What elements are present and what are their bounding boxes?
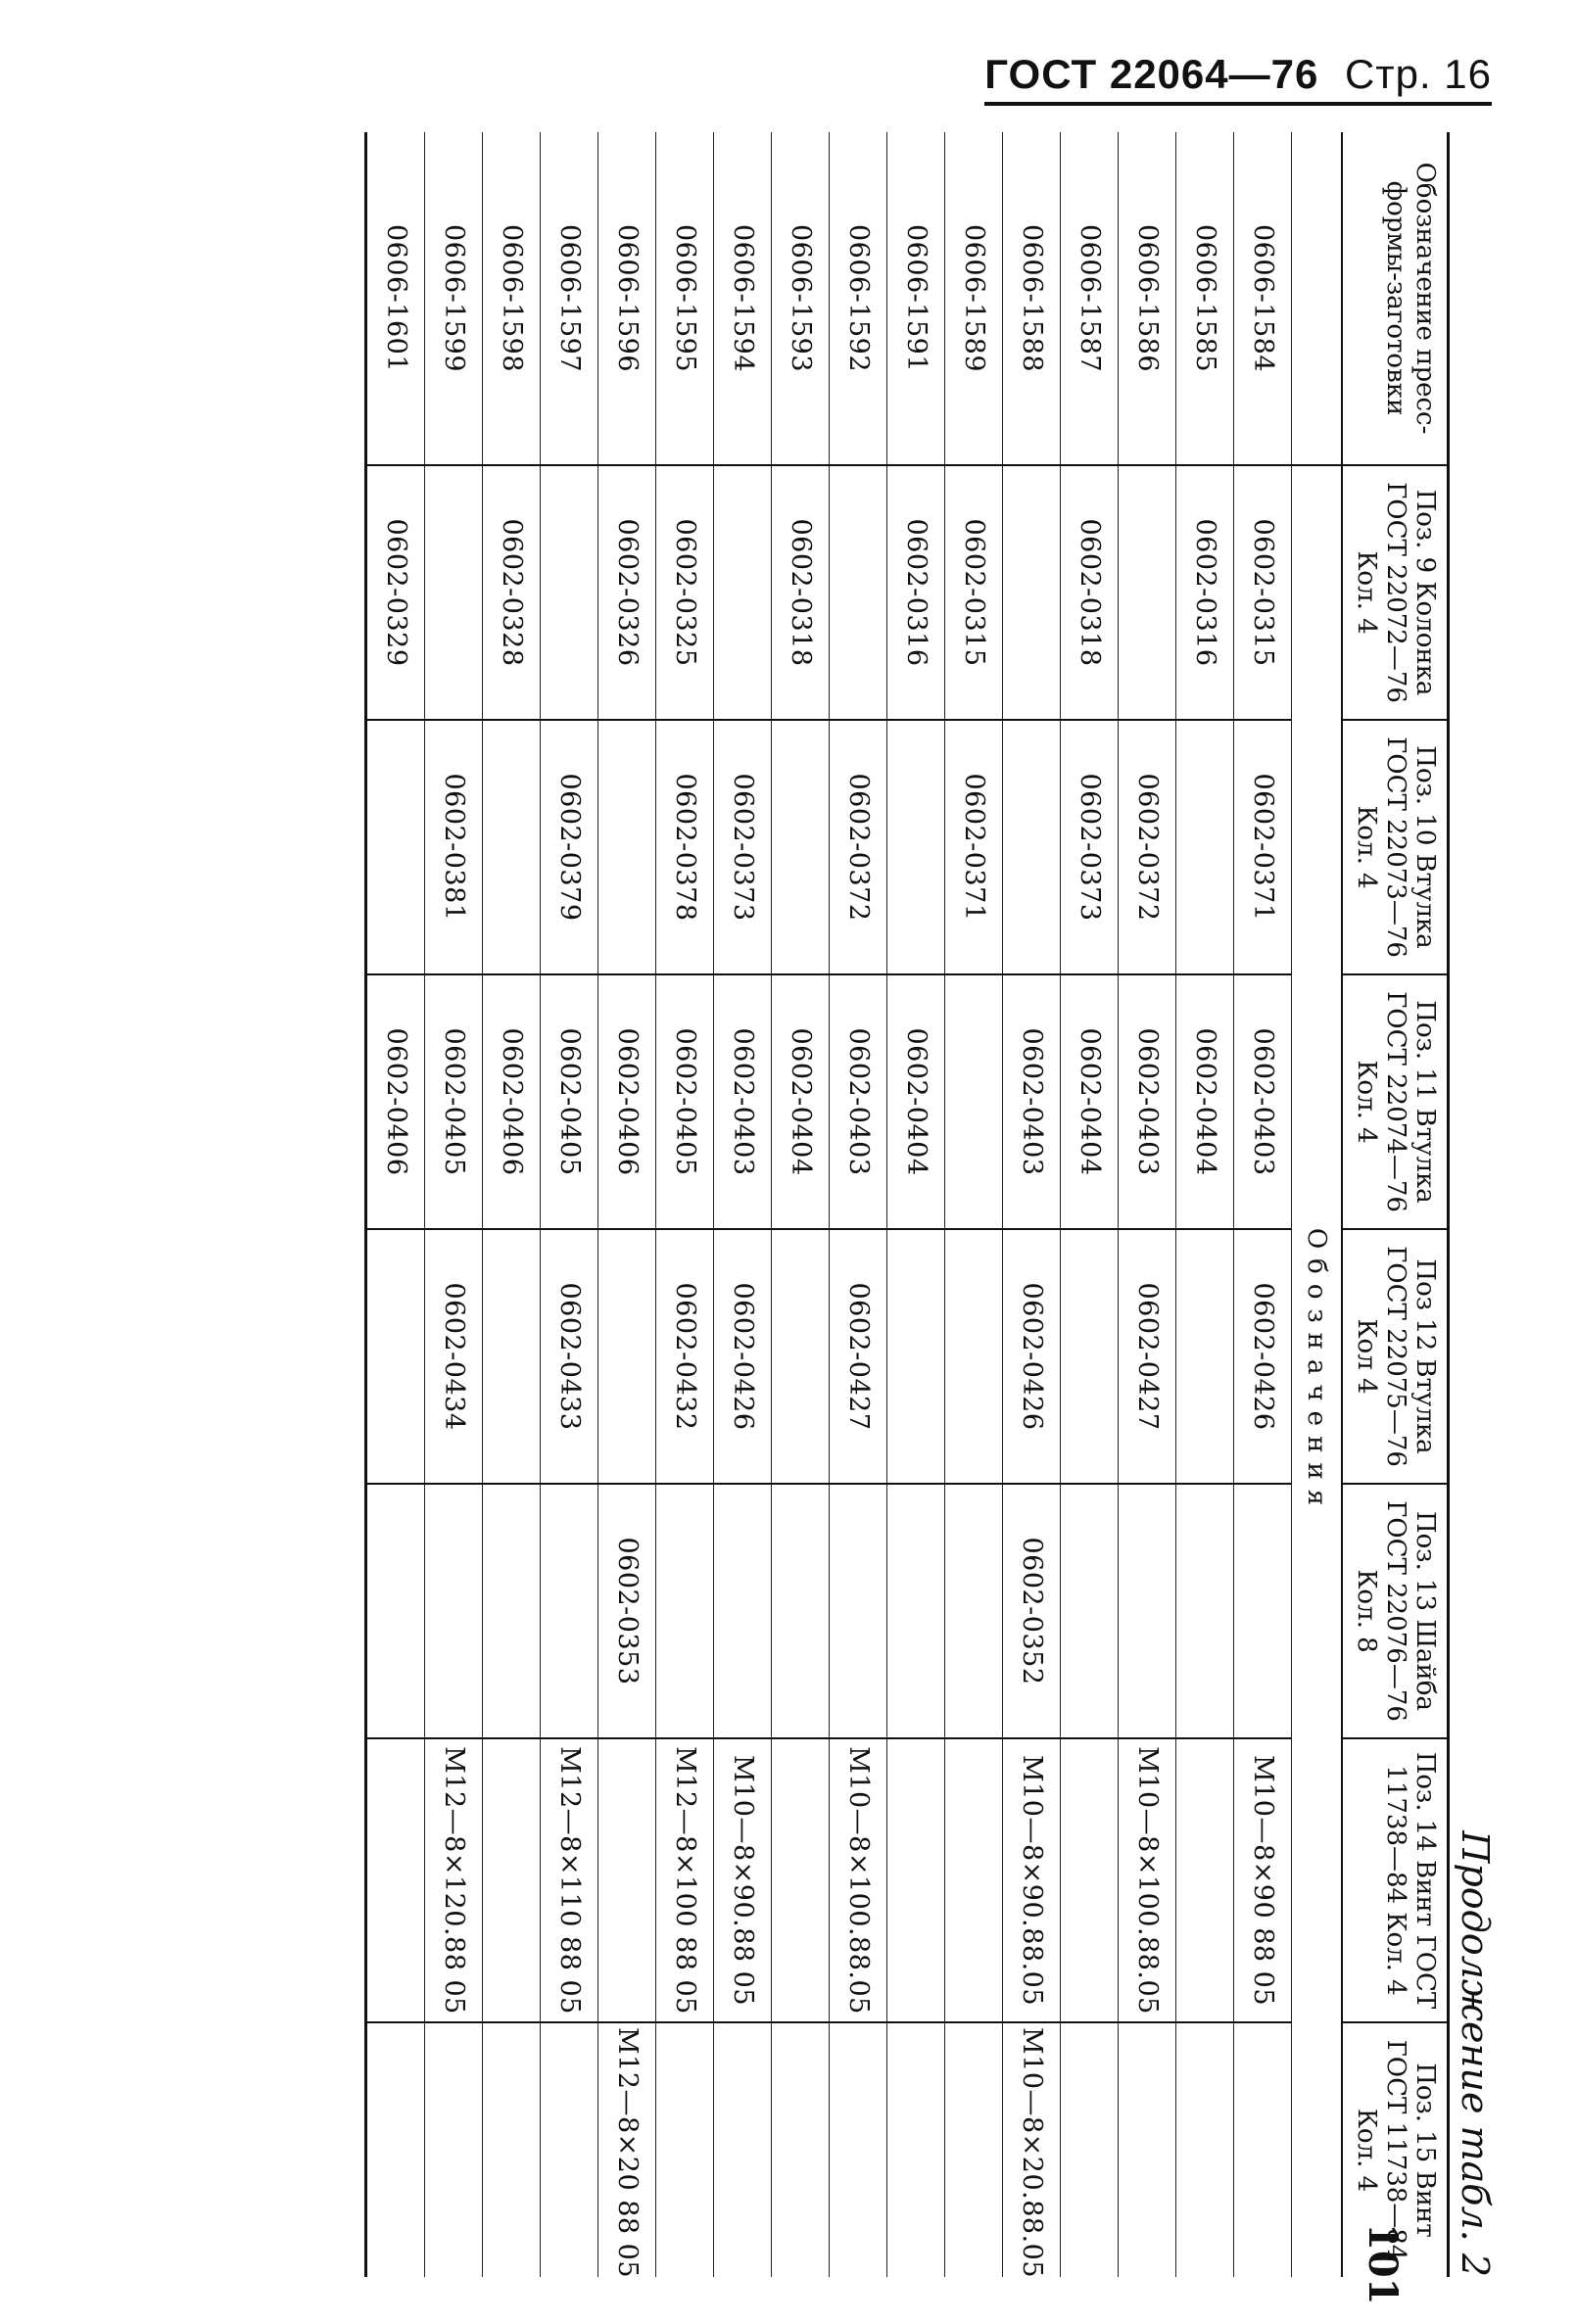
table-cell: 0602-0404	[1176, 974, 1234, 1229]
table-cell: 0602-0403	[1234, 974, 1292, 1229]
column-header: Поз. 13 Шайба ГОСТ 22076—76 Кол. 8	[1342, 1484, 1448, 1738]
table-cell: 0606-1592	[830, 132, 887, 465]
table-cell: 0602-0371	[945, 720, 1003, 974]
table-cell: 0602-0403	[714, 974, 772, 1229]
column-header: Поз. 14 Винт ГОСТ 11738—84 Кол. 4	[1342, 1738, 1448, 2022]
table-cell: 0602-0328	[483, 465, 541, 720]
table-body	[366, 132, 1343, 2277]
table-cell: 0602-0352	[1003, 1484, 1061, 1738]
table-cell	[483, 1738, 541, 2022]
table-cell	[772, 1229, 830, 1484]
page-label: Стр. 16	[1345, 51, 1492, 97]
table-cell: 0602-0405	[541, 974, 598, 1229]
table-cell: 0602-0378	[656, 720, 714, 974]
table-cell: 0606-1589	[945, 132, 1003, 465]
column-header: Поз. 10 Втулка ГОСТ 22073—76 Кол. 4	[1342, 720, 1448, 974]
table-cell: 0602-0318	[1061, 465, 1119, 720]
table-row	[1061, 132, 1119, 2277]
table-row	[656, 132, 714, 2277]
table-cell	[1119, 2022, 1176, 2277]
table-row	[483, 132, 541, 2277]
table-cell	[541, 1484, 598, 1738]
table-row	[598, 132, 656, 2277]
table-cell: M12—8×100 88 05	[656, 1738, 714, 2022]
column-header: Поз. 11 Втулка ГОСТ 22074—76 Кол. 4	[1342, 974, 1448, 1229]
table-cell: 0602-0326	[598, 465, 656, 720]
table-cell	[1176, 1229, 1234, 1484]
table-cell	[945, 1229, 1003, 1484]
table-cell	[483, 720, 541, 974]
table-cell: 0602-0325	[656, 465, 714, 720]
table-cell: 0602-0404	[887, 974, 945, 1229]
table-cell	[887, 1738, 945, 2022]
table-cell: 0606-1597	[541, 132, 598, 465]
column-header: Обозначение пресс-формы-заготовки	[1342, 132, 1448, 465]
table-cell	[483, 2022, 541, 2277]
table-cell: M10—8×90.88 05	[714, 1738, 772, 2022]
specification-table	[364, 132, 1450, 2277]
table-row	[1003, 132, 1061, 2277]
table-cell	[483, 1484, 541, 1738]
table-cell	[366, 720, 425, 974]
table-cell: 0602-0406	[483, 974, 541, 1229]
table-cell: 0606-1595	[656, 132, 714, 465]
table-cell	[656, 2022, 714, 2277]
table-cell: M10—8×90.88.05	[1003, 1738, 1061, 2022]
table-cell	[1003, 720, 1061, 974]
table-cell: M10—8×20.88.05	[1003, 2022, 1061, 2277]
table-cell: 0602-0379	[541, 720, 598, 974]
table-cell: 0602-0427	[1119, 1229, 1176, 1484]
table-cell: 0606-1598	[483, 132, 541, 465]
table-cell: 0602-0403	[1119, 974, 1176, 1229]
table-cell: 0602-0403	[830, 974, 887, 1229]
table-cell	[830, 2022, 887, 2277]
table-cell: 0602-0373	[714, 720, 772, 974]
table-cell: 0606-1596	[598, 132, 656, 465]
table-cell: 0602-0426	[1003, 1229, 1061, 1484]
table-cell: 0602-0434	[425, 1229, 483, 1484]
table-cell	[366, 1484, 425, 1738]
table-cell: M12—8×120.88 05	[425, 1738, 483, 2022]
table-cell: M12—8×110 88 05	[541, 1738, 598, 2022]
table-row	[714, 132, 772, 2277]
column-header: Поз 12 Втулка ГОСТ 22075—76 Кол 4	[1342, 1229, 1448, 1484]
table-cell: M10—8×100.88.05	[1119, 1738, 1176, 2022]
table-cell: 0602-0316	[1176, 465, 1234, 720]
table-cell	[483, 1229, 541, 1484]
table-cell: 0602-0329	[366, 465, 425, 720]
designations-note: Обозначения	[1292, 465, 1343, 2277]
table-row	[1119, 132, 1176, 2277]
table-row	[425, 132, 483, 2277]
table-cell	[598, 1229, 656, 1484]
table-cell: 0602-0372	[830, 720, 887, 974]
table-cell: 0602-0315	[1234, 465, 1292, 720]
table-cell	[656, 1484, 714, 1738]
column-header: Поз. 9 Колонка ГОСТ 22072—76 Кол. 4	[1342, 465, 1448, 720]
table-cell	[772, 720, 830, 974]
table-cell: 0602-0426	[1234, 1229, 1292, 1484]
table-cell	[1176, 720, 1234, 974]
page-number: 101	[1360, 2223, 1406, 2305]
table-cell: 0602-0406	[366, 974, 425, 1229]
table-cell	[598, 1738, 656, 2022]
table-row	[830, 132, 887, 2277]
table-cell: 0606-1594	[714, 132, 772, 465]
table-cell: 0602-0427	[830, 1229, 887, 1484]
table-cell	[366, 1229, 425, 1484]
table-cell	[945, 2022, 1003, 2277]
table-cell: 0602-0404	[1061, 974, 1119, 1229]
table-cell: 0606-1585	[1176, 132, 1234, 465]
table-cell: 0606-1601	[366, 132, 425, 465]
designations-row	[1292, 132, 1343, 2277]
table-cell: 0606-1584	[1234, 132, 1292, 465]
table-row	[366, 132, 425, 2277]
table-caption: Продолжение табл. 2	[1454, 1830, 1497, 2277]
table-cell	[830, 1484, 887, 1738]
table-cell: M10—8×90 88 05	[1234, 1738, 1292, 2022]
table-cell: 0602-0353	[598, 1484, 656, 1738]
table-cell	[1061, 1738, 1119, 2022]
table-cell	[1176, 1484, 1234, 1738]
table-cell	[887, 2022, 945, 2277]
table-cell	[425, 1484, 483, 1738]
table-cell: M10—8×100.88.05	[830, 1738, 887, 2022]
rotated-table-area	[49, 132, 1497, 2279]
table-cell	[541, 465, 598, 720]
header-row	[1342, 132, 1448, 2277]
table-cell	[772, 1484, 830, 1738]
table-cell	[1234, 2022, 1292, 2277]
table-cell: M12—8×20 88 05	[598, 2022, 656, 2277]
standard-number: ГОСТ 22064—76	[984, 51, 1319, 97]
table-cell	[1061, 1484, 1119, 1738]
table-cell	[598, 720, 656, 974]
table-cell	[887, 720, 945, 974]
table-cell	[772, 2022, 830, 2277]
column-header: Поз. 15 Винт ГОСТ 11738—84 Кол. 4	[1342, 2022, 1448, 2277]
table-cell: 0602-0403	[1003, 974, 1061, 1229]
table-cell	[1176, 2022, 1234, 2277]
table-cell: 0602-0432	[656, 1229, 714, 1484]
table-cell	[366, 1738, 425, 2022]
table-cell	[1061, 1229, 1119, 1484]
page-header	[984, 51, 1492, 106]
table-row	[945, 132, 1003, 2277]
table-cell	[366, 2022, 425, 2277]
table-cell: 0602-0372	[1119, 720, 1176, 974]
table-row	[887, 132, 945, 2277]
table-cell	[830, 465, 887, 720]
table-row	[772, 132, 830, 2277]
table-cell	[945, 974, 1003, 1229]
table-cell	[541, 2022, 598, 2277]
table-cell: 0606-1586	[1119, 132, 1176, 465]
table-cell: 0602-0373	[1061, 720, 1119, 974]
table-cell: 0606-1599	[425, 132, 483, 465]
table-row	[541, 132, 598, 2277]
table-cell: 0602-0426	[714, 1229, 772, 1484]
table-cell	[945, 1738, 1003, 2022]
table-cell: 0606-1591	[887, 132, 945, 465]
table-cell: 0606-1593	[772, 132, 830, 465]
table-cell: 0602-0405	[425, 974, 483, 1229]
table-cell: 0602-0381	[425, 720, 483, 974]
table-cell	[714, 2022, 772, 2277]
table-cell	[1176, 1738, 1234, 2022]
table-cell	[714, 465, 772, 720]
table-cell: 0602-0371	[1234, 720, 1292, 974]
table-row	[1176, 132, 1234, 2277]
table-cell: 0602-0433	[541, 1229, 598, 1484]
table-cell	[1119, 465, 1176, 720]
table-cell: 0602-0316	[887, 465, 945, 720]
table-cell: 0602-0318	[772, 465, 830, 720]
table-cell: 0602-0315	[945, 465, 1003, 720]
table-cell	[887, 1484, 945, 1738]
table-cell: 0606-1588	[1003, 132, 1061, 465]
table-cell	[772, 1738, 830, 2022]
table-cell: 0602-0405	[656, 974, 714, 1229]
table-cell	[425, 465, 483, 720]
table-cell: 0606-1587	[1061, 132, 1119, 465]
table-cell	[945, 1484, 1003, 1738]
table-cell	[714, 1484, 772, 1738]
table-cell	[1061, 2022, 1119, 2277]
table-cell	[1119, 1484, 1176, 1738]
table-cell	[1003, 465, 1061, 720]
table-row	[1234, 132, 1292, 2277]
table-cell	[425, 2022, 483, 2277]
table-cell	[1234, 1484, 1292, 1738]
table-cell: 0602-0406	[598, 974, 656, 1229]
table-cell: 0602-0404	[772, 974, 830, 1229]
table-cell	[887, 1229, 945, 1484]
